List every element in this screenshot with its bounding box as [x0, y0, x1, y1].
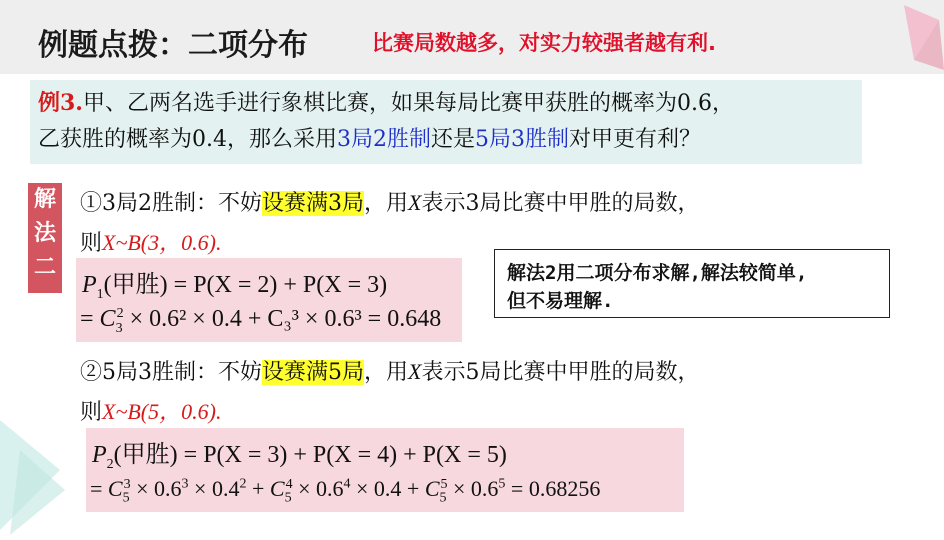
format-3-2: 3局2胜制: [337, 127, 431, 152]
formula1-line2: = $C_3^2 \times 0.6^2 \times 0.4 + C_3^3 \times 0.6^3 = 0.648$: [80, 306, 442, 336]
note-line-1: 解法2用二项分布求解,解法较简单,: [507, 262, 808, 284]
problem-text-2e: 对甲更有利？: [569, 127, 702, 152]
part1-distribution: 则X~B(3，0.6).: [80, 230, 222, 256]
part2-statement: ②5局3胜制：不妨设赛满5局，用X表示5局比赛中甲胜的局数，: [80, 359, 700, 385]
problem-text-1: 甲、乙两名选手进行象棋比赛，如果每局比赛甲获胜的概率为0.6，: [82, 91, 734, 116]
part1-statement: ①3局2胜制：不妨设赛满3局，用X表示3局比赛中甲胜的局数，: [80, 190, 700, 216]
decorative-triangles-top: [884, 0, 944, 75]
method-tag-char-1: 解: [33, 187, 56, 212]
formula1-box: [76, 258, 462, 342]
method-tag-char-2: 法: [33, 221, 56, 246]
part2-distribution: 则X~B(5，0.6).: [80, 399, 222, 425]
formula2-line2: = $C_5^3 \times 0.6^3 \times 0.4^2 + C_5^4 \times 0.6^4 \times 0.4 + C_5^5 \times 0.6^5 = 0.68256$: [90, 476, 601, 506]
problem-text-2c: 还是: [431, 127, 476, 152]
problem-line-1: [38, 88, 734, 119]
method-tag: [28, 183, 62, 293]
decorative-shape-left: [0, 410, 70, 540]
page-title: 例题点拨：二项分布: [38, 28, 308, 63]
formula1-line1: $P_1$(甲胜) = P(X = 2) + P(X = 3): [82, 272, 388, 302]
page-subtitle: 比赛局数越多，对实力较强者越有利.: [372, 31, 716, 55]
note-callout: [494, 249, 890, 318]
problem-text-2a: 乙获胜的概率为0.4，那么采用: [38, 127, 337, 152]
formula2-box: [86, 428, 684, 512]
problem-box: [30, 80, 862, 164]
problem-line-2: [38, 125, 701, 155]
part1-highlight: 设赛满3局: [262, 191, 364, 216]
part2-highlight: 设赛满5局: [262, 360, 364, 385]
note-line-2: 但不易理解.: [507, 290, 614, 312]
method-tag-char-3: 二: [33, 255, 56, 280]
problem-label: 例3.: [38, 90, 83, 116]
format-5-3: 5局3胜制: [475, 127, 570, 152]
formula2-line1: $P_2$(甲胜) = P(X = 3) + P(X = 4) + P(X = 5): [92, 442, 507, 472]
